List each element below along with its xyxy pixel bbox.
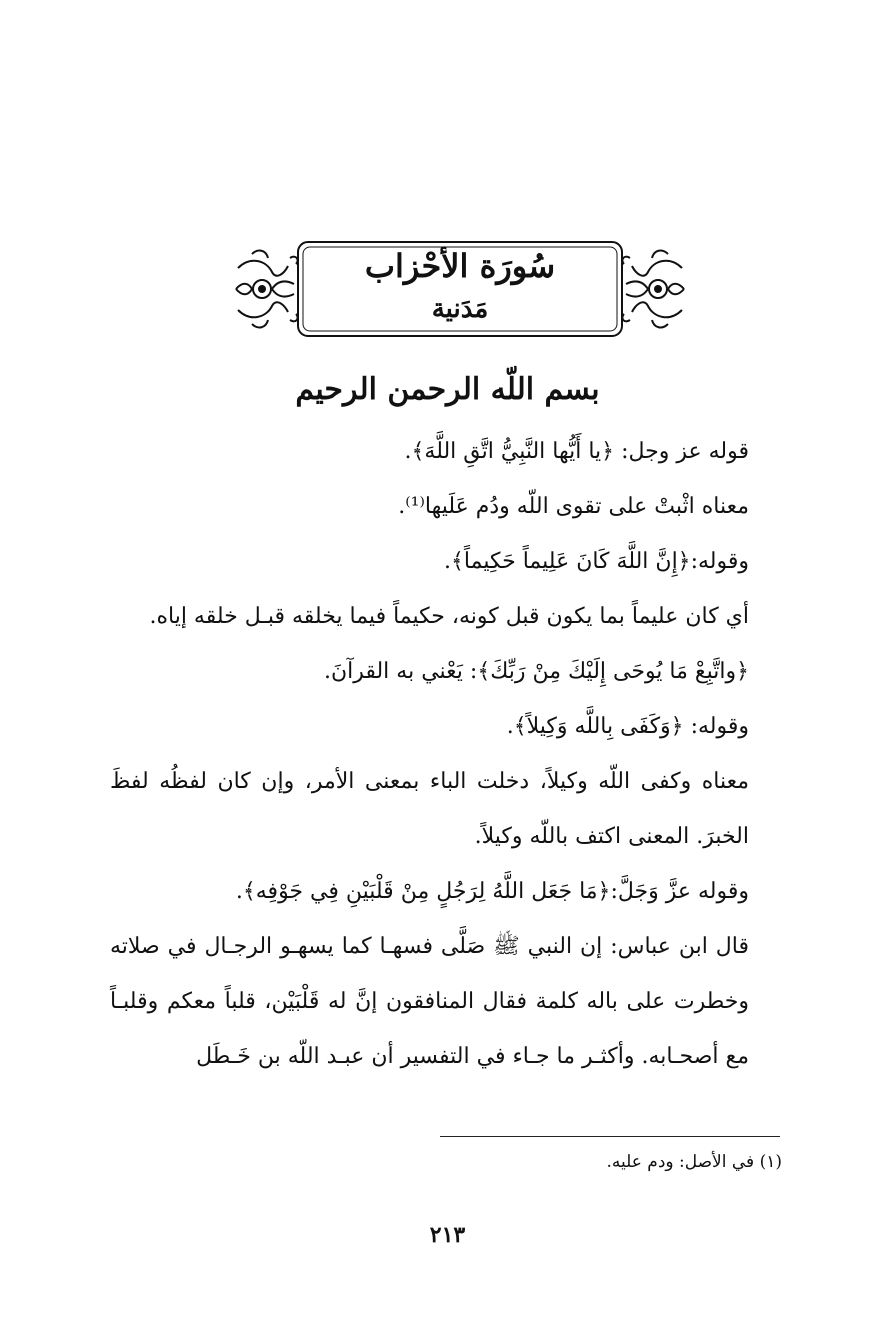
paragraph-2: معناه اثْبتْ على تقوى اللّه ودُم عَلَيها⁽¹⁾. — [398, 494, 749, 519]
paragraph-3: وقوله:﴿إِنَّ اللَّهَ كَانَ عَلِيماً حَكِيماً﴾. — [444, 549, 749, 574]
page-number: ٢١٣ — [429, 1222, 466, 1248]
surah-subtitle: مَدَنية — [431, 294, 489, 324]
footnote-divider — [440, 1136, 780, 1137]
footnote: (١) في الأصل: ودم عليه. — [606, 1152, 782, 1172]
paragraph-1: قوله عز وجل: ﴿يا أَيُّها النَّبِيُّ اتَّقِ اللَّهَ﴾. — [404, 439, 749, 464]
basmala-heading: بسم اللّه الرحمن الرحيم — [295, 372, 600, 407]
paragraph-6: وقوله: ﴿وَكَفَى بِاللَّه وَكِيلاً﴾. — [506, 714, 749, 739]
body-text — [110, 424, 785, 1084]
surah-header-frame — [232, 238, 688, 340]
paragraph-9: قال ابن عباس: إن النبي ﷺ صَلَّى فسهـا كما يسهـو الرجـال في صلاته وخطرت على باله كلمة فقال المنافقون إنَّ له قَلْبَيْن، قلباً معكم وقلبـاً مع أصحـابه. وأكثـر ما جـاء في التفسير أن عبـد اللّه بن خَـطَل — [110, 934, 749, 1069]
paragraph-5: ﴿واتَّبِعْ مَا يُوحَى إِلَيْكَ مِنْ رَبِّكَ﴾: يَعْني به القرآنَ. — [323, 659, 749, 684]
surah-title: سُورَة الأحْزاب — [364, 247, 556, 285]
paragraph-4: أي كان عليماً بما يكون قبل كونه، حكيماً فيما يخلقه قبـل خلقه إياه. — [149, 604, 749, 629]
paragraph-7: معناه وكفى اللّه وكيلاً، دخلت الباء بمعنى الأمر، وإن كان لفظُه لفظَ الخبرَ. المعنى اكتف باللّه وكيلاً. — [110, 769, 749, 849]
paragraph-8: وقوله عزَّ وَجَلَّ:﴿مَا جَعَل اللَّهُ لِرَجُلٍ مِنْ قَلْبَيْنِ فِي جَوْفِه﴾. — [235, 879, 749, 904]
